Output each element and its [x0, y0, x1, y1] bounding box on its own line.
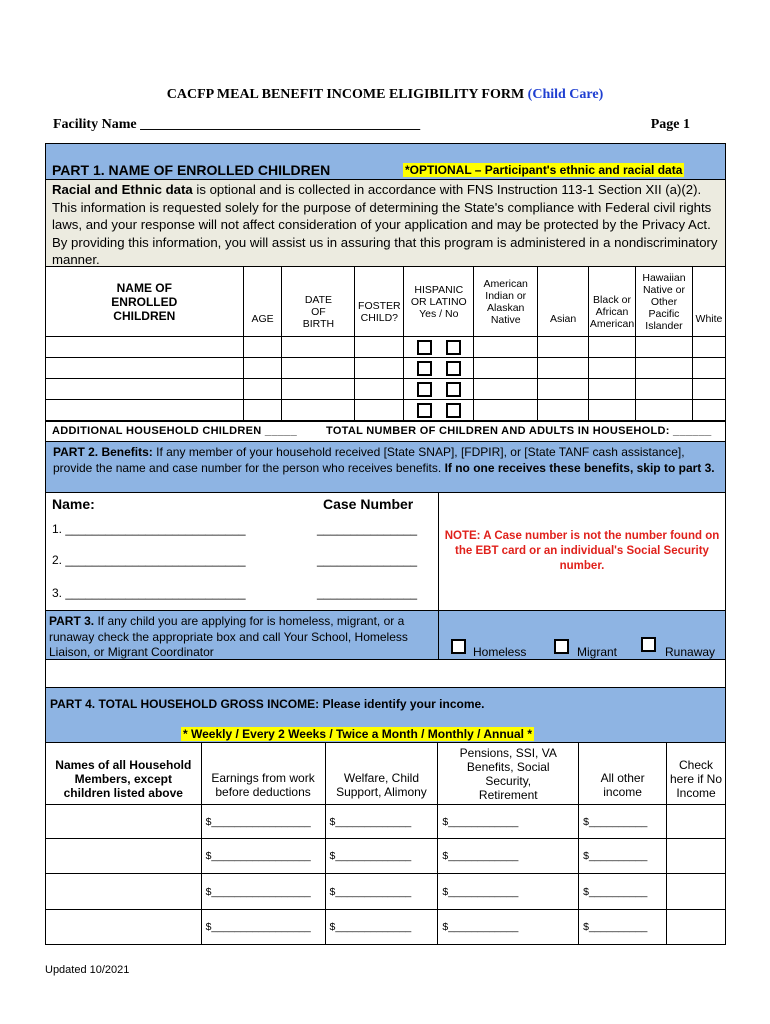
col-american-indian-header: American Indian or Alaskan Native	[474, 267, 538, 337]
form-title-text: CACFP MEAL BENEFIT INCOME ELIGIBILITY FORM	[166, 87, 525, 102]
col-hispanic-label: HISPANIC OR LATINO	[410, 283, 467, 308]
hawaiian-cell[interactable]	[636, 400, 693, 421]
american-indian-cell[interactable]	[474, 400, 538, 421]
homeless-label: Homeless	[473, 645, 527, 659]
col-foster-header: FOSTER CHILD?	[355, 267, 404, 337]
no-income-cell[interactable]	[667, 839, 726, 874]
other-income-cell[interactable]: $__________	[579, 874, 667, 910]
page-number: Page 1	[650, 117, 690, 132]
age-cell[interactable]	[243, 400, 282, 421]
hispanic-no-checkbox[interactable]	[446, 361, 461, 376]
child-name-cell[interactable]	[46, 400, 244, 421]
hispanic-yes-checkbox[interactable]	[417, 340, 432, 355]
homeless-option[interactable]	[451, 638, 466, 656]
asian-cell[interactable]	[538, 337, 589, 358]
other-income-cell[interactable]: $__________	[579, 805, 667, 839]
racial-data-notice-bold: Racial and Ethnic data	[52, 182, 193, 197]
form-title	[0, 87, 770, 103]
asian-cell[interactable]	[538, 379, 589, 400]
table-row	[46, 400, 726, 421]
hispanic-yes-checkbox[interactable]	[417, 382, 432, 397]
hispanic-cell	[404, 358, 474, 379]
table-row	[46, 839, 726, 874]
member-name-cell[interactable]	[46, 805, 202, 839]
age-cell[interactable]	[243, 337, 282, 358]
foster-cell[interactable]	[355, 379, 404, 400]
col-other-header: All other income	[579, 743, 667, 805]
no-income-cell[interactable]	[667, 874, 726, 910]
earnings-cell[interactable]: $_________________	[201, 839, 325, 874]
hispanic-cell	[404, 379, 474, 400]
welfare-cell[interactable]: $_____________	[325, 839, 438, 874]
hispanic-no-checkbox[interactable]	[446, 340, 461, 355]
migrant-checkbox[interactable]	[554, 639, 569, 654]
migrant-option[interactable]	[554, 638, 569, 656]
updated-date: Updated 10/2021	[45, 964, 130, 976]
earnings-cell[interactable]: $_________________	[201, 805, 325, 839]
welfare-cell[interactable]: $_____________	[325, 874, 438, 910]
hawaiian-cell[interactable]	[636, 379, 693, 400]
form-title-accent: (Child Care)	[527, 87, 604, 102]
child-name-cell[interactable]	[46, 358, 244, 379]
earnings-cell[interactable]: $_________________	[201, 874, 325, 910]
child-name-cell[interactable]	[46, 379, 244, 400]
black-cell[interactable]	[589, 337, 636, 358]
col-name-header: NAME OF ENROLLED CHILDREN	[46, 267, 244, 337]
col-no-income-header: Check here if No Income	[667, 743, 726, 805]
part3-header	[45, 610, 439, 660]
part4-heading: PART 4. TOTAL HOUSEHOLD GROSS INCOME: Please identify your income.	[50, 697, 485, 711]
part3-heading: PART 3.	[49, 614, 95, 628]
part3-text: If any child you are applying for is homeless, migrant, or a runaway check the appropriate box and call Your School, Homeless Liaison, or Migrant Coordinator	[49, 614, 408, 659]
racial-data-notice-text: is optional and is collected in accordance with FNS Instruction 113-1 Section XII (a)(2). This information is requested solely for the purpose of determining the State's compliance with Federal civil rights laws, and your response will not affect consideration of your application and may be protected by the Privacy Act. By providing this information, you will assist us in assuring that this program is administered in a nondiscriminatory manner.	[52, 182, 718, 267]
table-row	[46, 358, 726, 379]
foster-cell[interactable]	[355, 358, 404, 379]
migrant-label: Migrant	[577, 645, 618, 659]
case-number-1[interactable]: _______________	[317, 522, 418, 536]
table-row	[46, 379, 726, 400]
black-cell[interactable]	[589, 358, 636, 379]
case-number-label: Case Number	[323, 496, 414, 512]
no-income-cell[interactable]	[667, 805, 726, 839]
pensions-cell[interactable]: $____________	[438, 910, 579, 945]
col-white-header: White	[692, 267, 725, 337]
hawaiian-cell[interactable]	[636, 358, 693, 379]
runaway-option[interactable]	[641, 636, 656, 654]
col-dob-header: DATE OF BIRTH	[282, 267, 355, 337]
other-income-cell[interactable]: $__________	[579, 839, 667, 874]
asian-cell[interactable]	[538, 400, 589, 421]
black-cell[interactable]	[589, 400, 636, 421]
benefit-name-2[interactable]: 2. ___________________________	[52, 553, 246, 567]
income-table	[45, 742, 726, 945]
table-row	[46, 910, 726, 945]
hispanic-no-checkbox[interactable]	[446, 403, 461, 418]
racial-data-notice	[45, 179, 726, 267]
age-cell[interactable]	[243, 379, 282, 400]
runaway-checkbox[interactable]	[641, 637, 656, 652]
table-row	[46, 874, 726, 910]
table-row	[46, 805, 726, 839]
benefit-name-3[interactable]: 3. ___________________________	[52, 586, 246, 600]
name-label: Name:	[52, 496, 95, 512]
benefit-name-1[interactable]: 1. ___________________________	[52, 522, 246, 536]
col-earnings-header: Earnings from work before deductions	[201, 743, 325, 805]
col-yesno-label: Yes / No	[419, 307, 459, 320]
american-indian-cell[interactable]	[474, 337, 538, 358]
hawaiian-cell[interactable]	[636, 337, 693, 358]
member-name-cell[interactable]	[46, 910, 202, 945]
part2-header	[45, 441, 726, 493]
dob-cell[interactable]	[282, 358, 355, 379]
col-asian-header: Asian	[538, 267, 589, 337]
part2-text: If any member of your household received [State SNAP], [FDPIR], or [State TANF cash assistance], provide the name and case number for the person who receives benefits.	[53, 445, 685, 475]
facility-name-field[interactable]: Facility Name ________________________________________	[53, 117, 421, 132]
white-cell[interactable]	[692, 358, 725, 379]
dob-cell[interactable]	[282, 337, 355, 358]
asian-cell[interactable]	[538, 358, 589, 379]
american-indian-cell[interactable]	[474, 379, 538, 400]
pensions-cell[interactable]: $____________	[438, 874, 579, 910]
spacer-row	[45, 659, 726, 688]
foster-cell[interactable]	[355, 337, 404, 358]
col-black-header: Black or African American	[589, 267, 636, 337]
hispanic-cell	[404, 400, 474, 421]
hispanic-no-checkbox[interactable]	[446, 382, 461, 397]
part2-heading: PART 2. Benefits:	[53, 445, 153, 459]
pensions-cell[interactable]: $____________	[438, 805, 579, 839]
age-cell[interactable]	[243, 358, 282, 379]
child-name-cell[interactable]	[46, 337, 244, 358]
col-age-header: AGE	[243, 267, 282, 337]
case-number-3[interactable]: _______________	[317, 586, 418, 600]
optional-note: *OPTIONAL – Participant's ethnic and racial data	[405, 163, 683, 177]
col-pensions-header: Pensions, SSI, VA Benefits, Social Security, Retirement	[438, 743, 579, 805]
children-table	[45, 266, 726, 421]
runaway-label: Runaway	[665, 645, 716, 659]
dob-cell[interactable]	[282, 379, 355, 400]
table-row	[46, 337, 726, 358]
col-hispanic-header	[404, 267, 474, 337]
hispanic-cell	[404, 337, 474, 358]
member-name-cell[interactable]	[46, 874, 202, 910]
foster-cell[interactable]	[355, 400, 404, 421]
earnings-cell[interactable]: $_________________	[201, 910, 325, 945]
ebt-note: NOTE: A Case number is not the number found on the EBT card or an individual's Social Security number.	[444, 530, 720, 572]
part2-skip-note: If no one receives these benefits, skip to part 3.	[444, 460, 715, 475]
income-frequency-note: * Weekly / Every 2 Weeks / Twice a Month / Monthly / Annual *	[183, 727, 532, 741]
col-hawaiian-header: Hawaiian Native or Other Pacific Islander	[636, 267, 693, 337]
american-indian-cell[interactable]	[474, 358, 538, 379]
other-income-cell[interactable]: $__________	[579, 910, 667, 945]
dob-cell[interactable]	[282, 400, 355, 421]
total-household-field[interactable]: TOTAL NUMBER OF CHILDREN AND ADULTS IN HOUSEHOLD: ______	[326, 425, 712, 437]
no-income-cell[interactable]	[667, 910, 726, 945]
hispanic-yes-checkbox[interactable]	[417, 403, 432, 418]
welfare-cell[interactable]: $_____________	[325, 805, 438, 839]
pensions-cell[interactable]: $____________	[438, 839, 579, 874]
homeless-checkbox[interactable]	[451, 639, 466, 654]
white-cell[interactable]	[692, 337, 725, 358]
member-name-cell[interactable]	[46, 839, 202, 874]
white-cell[interactable]	[692, 400, 725, 421]
welfare-cell[interactable]: $_____________	[325, 910, 438, 945]
col-household-names-header: Names of all Household Members, except children listed above	[46, 743, 202, 805]
additional-children-field[interactable]: ADDITIONAL HOUSEHOLD CHILDREN _____	[52, 425, 297, 437]
col-welfare-header: Welfare, Child Support, Alimony	[325, 743, 438, 805]
case-number-2[interactable]: _______________	[317, 553, 418, 567]
white-cell[interactable]	[692, 379, 725, 400]
part1-heading: PART 1. NAME OF ENROLLED CHILDREN	[52, 162, 331, 178]
hispanic-yes-checkbox[interactable]	[417, 361, 432, 376]
black-cell[interactable]	[589, 379, 636, 400]
